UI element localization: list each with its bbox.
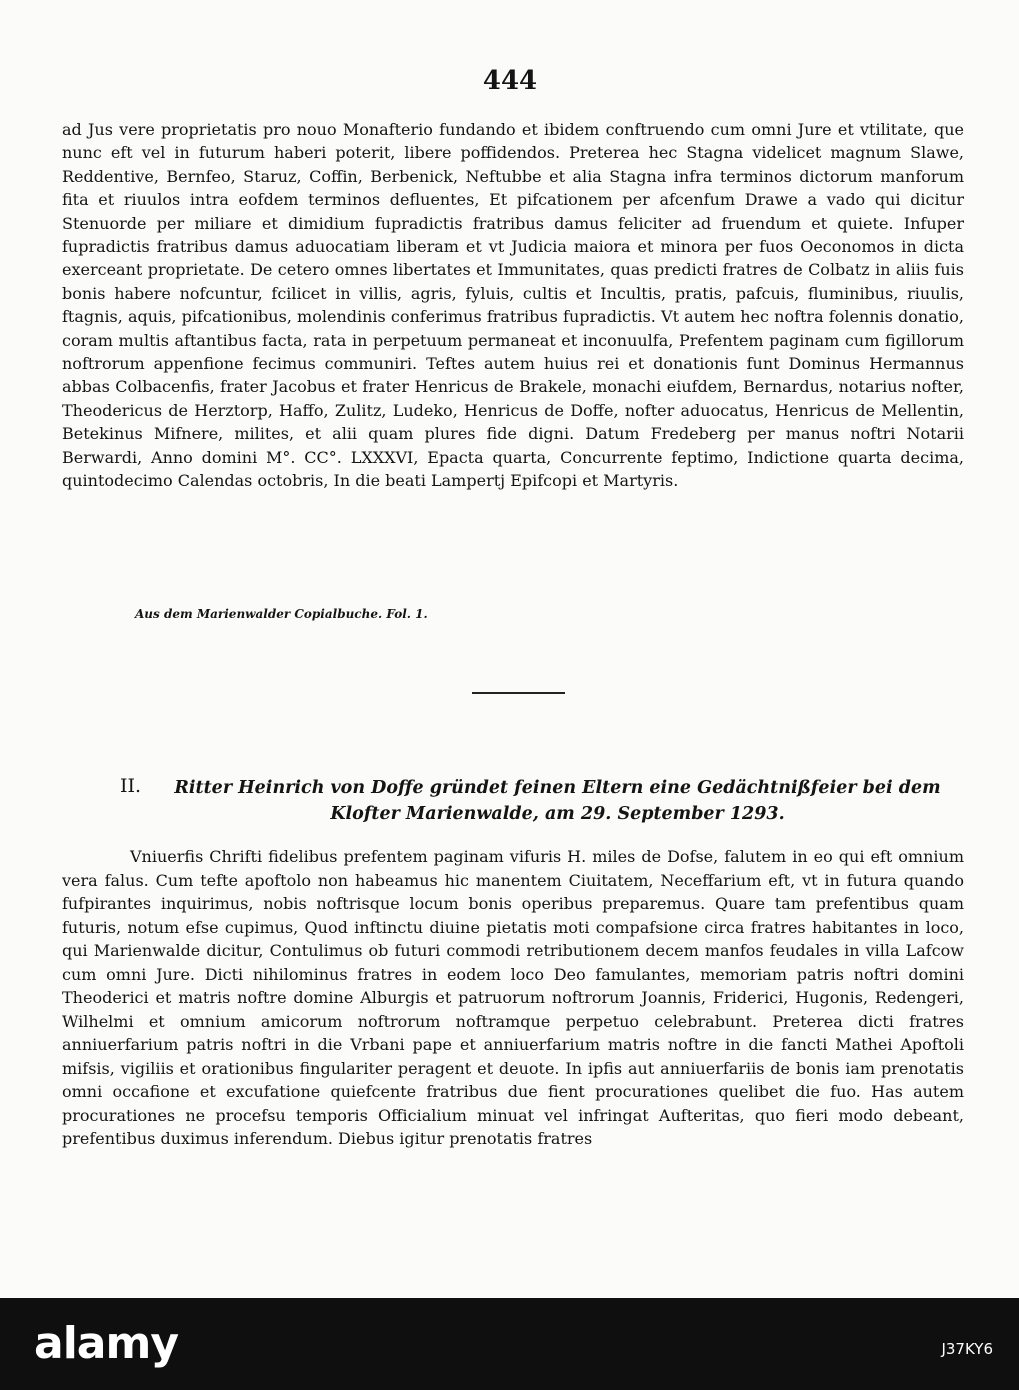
- page-number: 444: [482, 66, 538, 96]
- charter-paragraph-1: ad Jus vere proprietatis pro nouo Monafterio fundando et ibidem conftruendo cum omni Jure et vtilitate, que nunc eft vel in futurum haberi poterit, libere poffidendos. Preterea hec Stagna videlicet magnum Slawe, Reddentive, Bernfeo, Staruz, Coffin, Berbenick, Neftubbe et alia Stagna infra terminos dictorum manforum fita et riuulos intra eofdem terminos defluentes, Et pifcationem per afcenfum Drawe a vado qui dicitur Stenuorde per miliare et dimidium fupradictis fratribus damus feliciter ad fruendum et quiete. Infuper fupradictis fratribus damus aduocatiam liberam et vt Judicia maiora et minora per fuos Oeconomos in dicta exerceant proprietate. De cetero omnes libertates et Immunitates, quas predicti fratres de Colbatz in aliis fuis bonis habere nofcuntur, fcilicet in villis, agris, fyluis, cultis et Incultis, pratis, pafcuis, fluminibus, riuulis, ftagnis, aquis, pifcationibus, molendinis conferimus fratribus fupradictis. Vt autem hec noftra folennis donatio, coram multis aftantibus facta, rata in perpetuum permaneat et inconuulfa, Prefentem paginam cum figillorum noftrorum appenfione fecimus communiri. Teftes autem huius rei et donationis funt Dominus Hermannus abbas Colbacenfis, frater Jacobus et frater Henricus de Brakele, monachi eiufdem, Bernardus, notarius nofter, Theodericus de Herztorp, Haffo, Zulitz, Ludeko, Henricus de Doffe, nofter aduocatus, Henricus de Mellentin, Betekinus Mifnere, milites, et alii quam plures fide digni. Datum Fredeberg per manus noftri Notarii Berwardi, Anno domini M°. CC°. LXXXVI, Epacta quarta, Concurrente feptimo, Indictione quarta decima, quintodecimo Calendas octobris, In die beati Lampertj Epifcopi et Martyris.: [62, 120, 964, 491]
- section-number: II.: [120, 775, 142, 797]
- alamy-logo: alamy: [34, 1318, 178, 1369]
- section-title: Ritter Heinrich von Doffe gründet feinen Eltern eine Gedächtnißfeier bei dem Klofter Marienwalde, am 29. September 1293.: [174, 778, 941, 824]
- stock-image-id: J37KY6: [941, 1340, 993, 1358]
- source-note: Aus dem Marienwalder Copialbuche. Fol. 1.: [135, 607, 428, 621]
- charter-paragraph-2: Vniuerfis Chrifti fidelibus prefentem paginam vifuris H. miles de Dofse, falutem in eo qui eft omnium vera falus. Cum tefte apoftolo non habeamus hic manentem Ciuitatem, Neceffarium eft, vt in futura quando fufpirantes inquirimus, nobis noftrisque locum bonis operibus preparemus. Quare tam prefentibus quam futuris, notum efse cupimus, Quod inftinctu diuine pietatis moti compafsione circa fratres habitantes in loco, qui Marienwalde dicitur, Contulimus ob futuri commodi retributionem decem manfos feudales in villa Lafcow cum omni Jure. Dicti nihilominus fratres in eodem loco Deo famulantes, memoriam patris noftri domini Theoderici et matris noftre domine Alburgis et patruorum noftrorum Joannis, Friderici, Hugonis, Redengeri, Wilhelmi et omnium amicorum noftrorum noftramque perpetuo celebrabunt. Preterea dicti fratres anniuerfarium patris noftri in die Vrbani pape et anniuerfarium matris noftre in die fancti Mathei Apoftoli mifsis, vigiliis et orationibus fingulariter peragent et deuote. In ipfis aut anniuerfariis de bonis iam prenotatis omni occafione et excufatione quiefcente fratribus due fient procurationes quelibet die fuo. Has autem procurationes ne procefsu temporis Officialium minuat vel infringat Aufteritas, quo fieri modo debeant, prefentibus duximus inferendum. Diebus igitur prenotatis fratres: [62, 847, 964, 1148]
- section-divider: [472, 692, 565, 694]
